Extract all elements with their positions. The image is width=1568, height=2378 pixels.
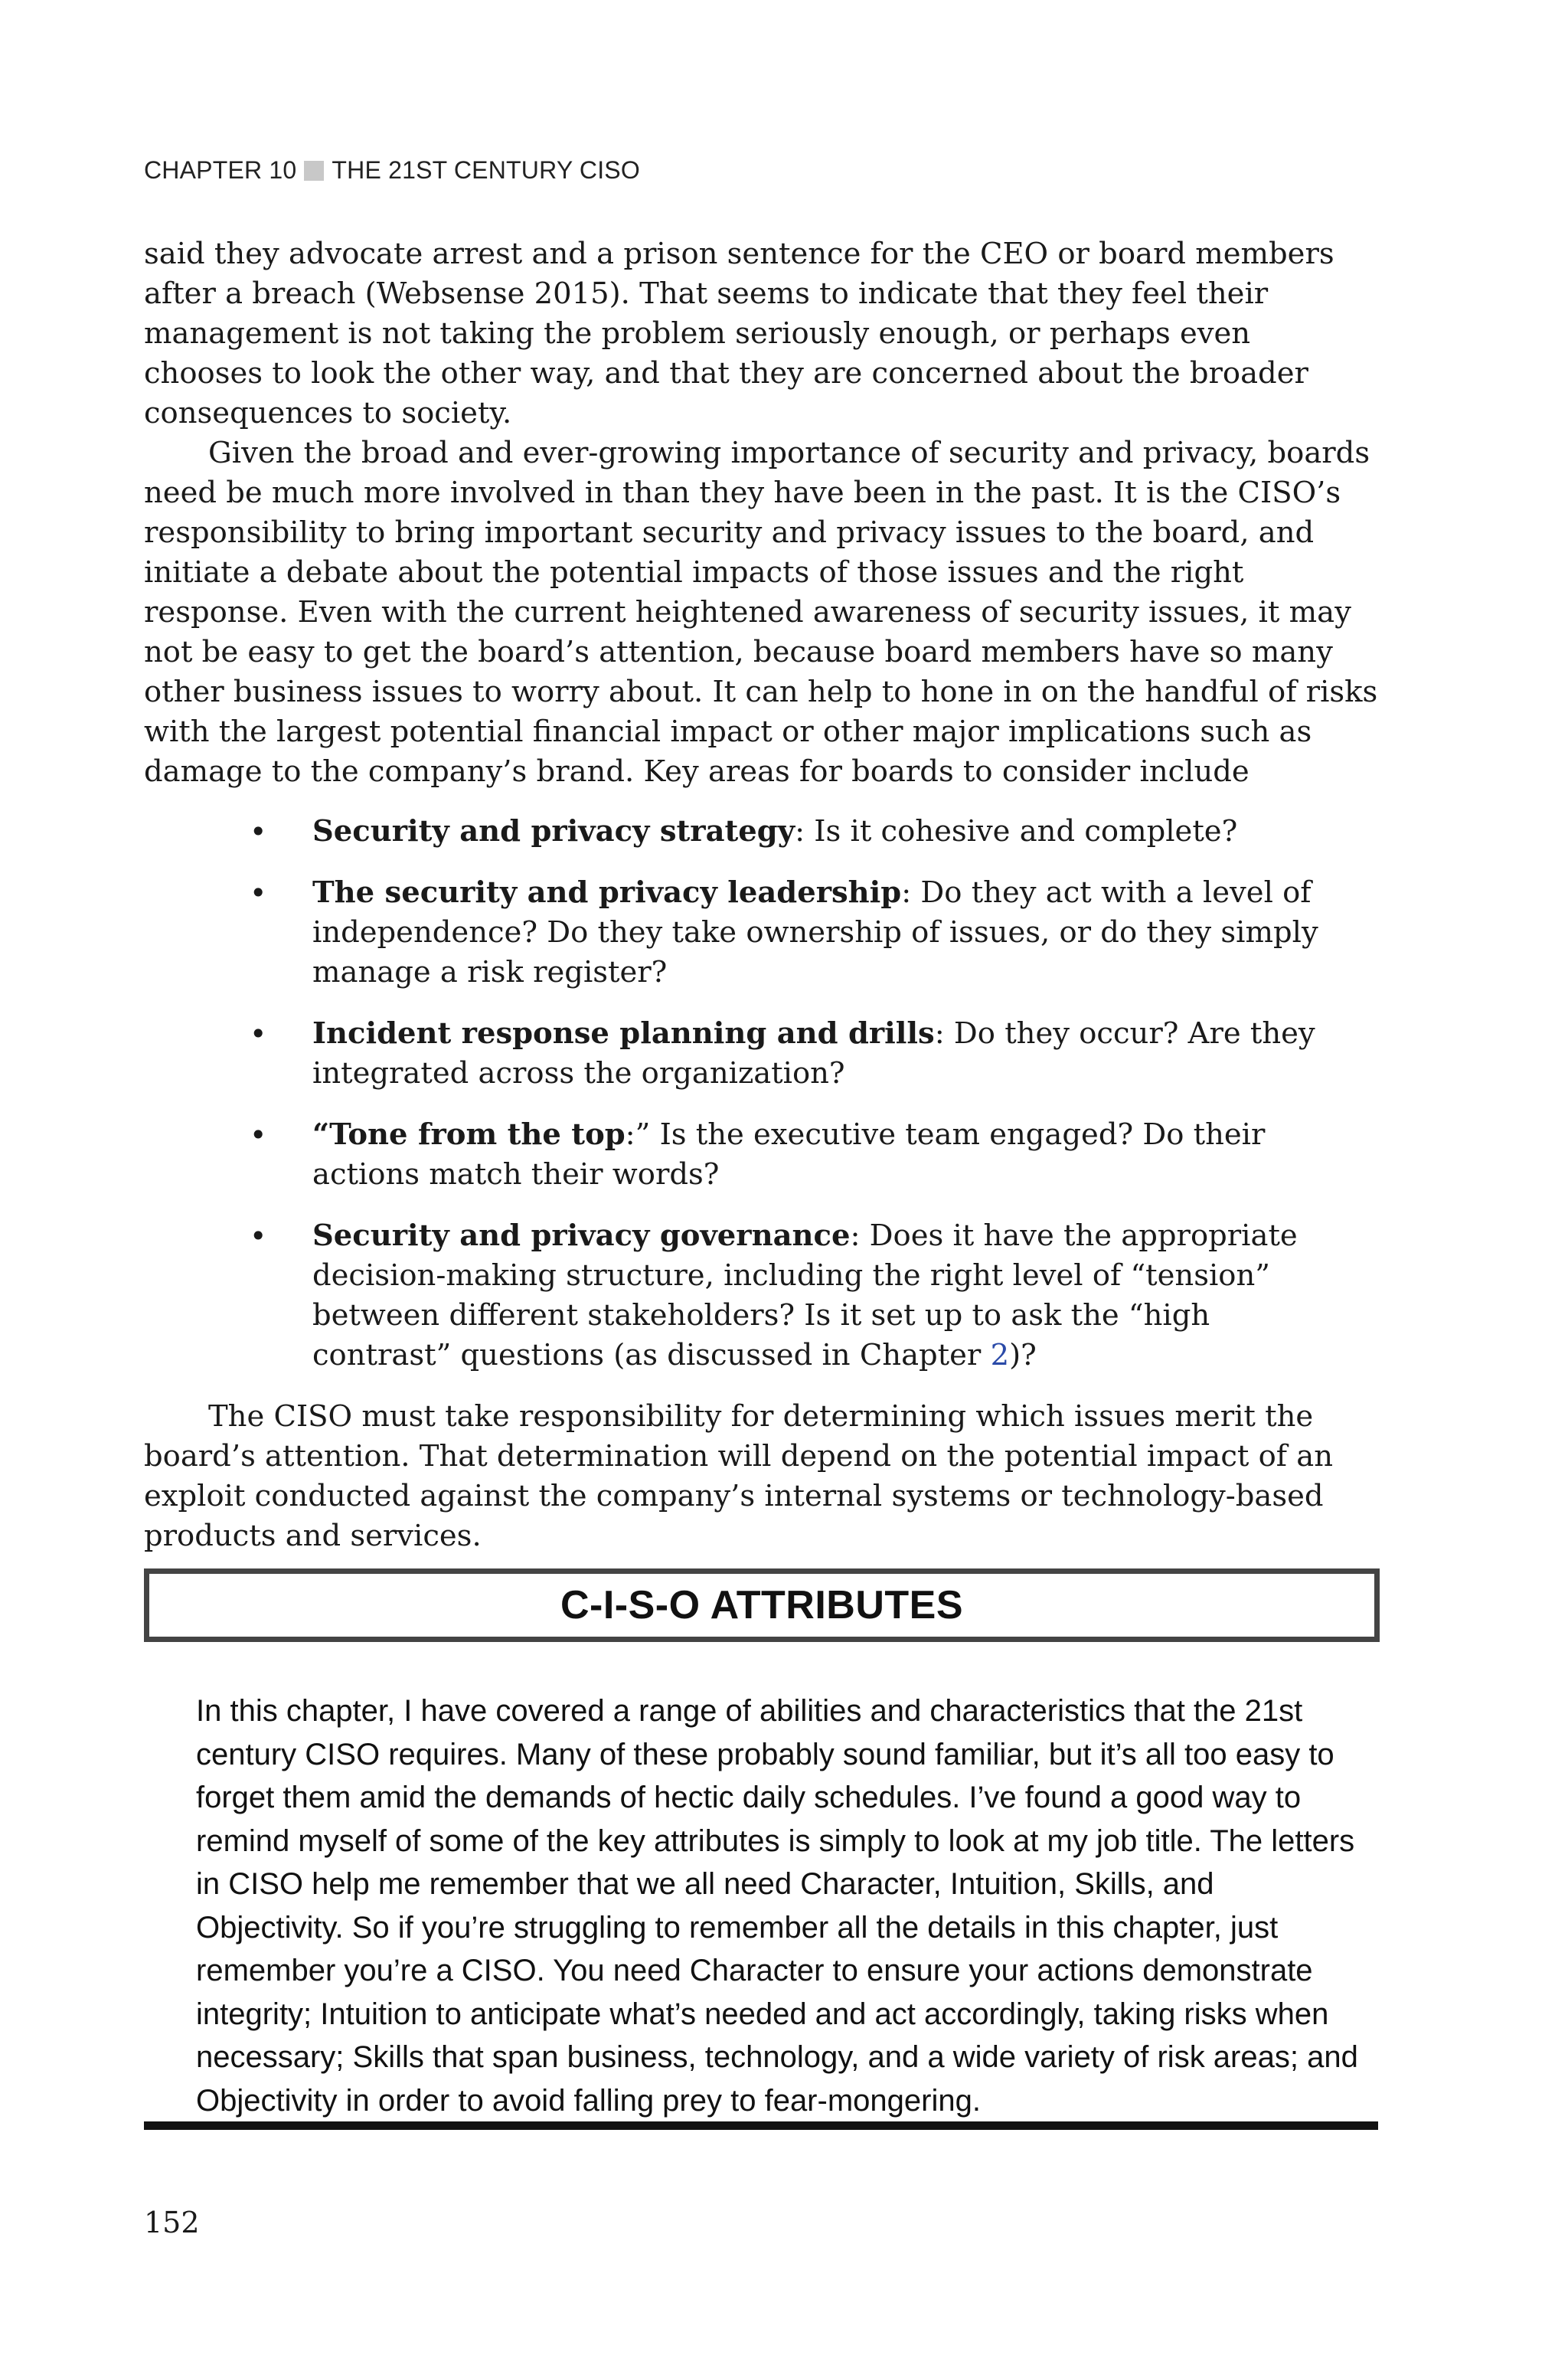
list-item-text: : Does it have the appropriate decision-making structure, including the right level of “tension” between different stakeholders? Is it set up to ask the “high contrast” questions (as discussed in Chapter <box>312 1218 1298 1372</box>
bullet-icon: • <box>250 815 267 849</box>
separator-square-icon <box>304 161 324 181</box>
chapter-label: CHAPTER 10 <box>144 156 297 184</box>
paragraph: The CISO must take responsibility for determining which issues merit the board’s attention. That determination will depend on the potential impact of an exploit conducted against the company’s internal systems or technology-based products and services. <box>144 1399 1334 1553</box>
bullet-icon: • <box>250 1219 267 1253</box>
list-item <box>144 1115 1354 1195</box>
main-body <box>144 234 1378 1556</box>
list-item <box>144 1216 1354 1375</box>
chapter-link[interactable]: 2 <box>990 1338 1010 1372</box>
list-item <box>144 873 1354 993</box>
page-number: 152 <box>144 2206 200 2239</box>
list-item-text: : Is it cohesive and complete? <box>795 814 1238 849</box>
list-item <box>144 812 1354 852</box>
sidebar-title-box <box>144 1568 1380 1642</box>
chapter-title: THE 21ST CENTURY CISO <box>332 156 640 184</box>
sidebar-body: In this chapter, I have covered a range of abilities and characteristics that the 21st century CISO requires. Many of these probably sound familiar, but it’s all too easy to forget them amid the demands of hectic daily schedules. I’ve found a good way to remind myself of some of the key attributes is simply to look at my job title. The letters in CISO help me remember that we all need Character, Intuition, Skills, and Objectivity. So if you’re struggling to remember all the details in this chapter, just remember you’re a CISO. You need Character to ensure your actions demonstrate integrity; Intuition to anticipate what’s needed and act accordingly, taking risks when necessary; Skills that span business, technology, and a wide variety of risk areas; and Objectivity in order to avoid falling prey to fear-mongering. <box>196 1694 1358 2118</box>
running-head <box>144 156 640 185</box>
list-item-term: “Tone from the top <box>312 1117 626 1152</box>
list-item-term: Security and privacy governance <box>312 1218 851 1253</box>
list-item-text: :” Is the executive team engaged? Do their actions match their words? <box>312 1117 1266 1192</box>
list-item-text: : Do they occur? Are they integrated across the organization? <box>312 1016 1315 1091</box>
list-item-term: The security and privacy leadership <box>312 875 902 910</box>
list-item <box>144 1014 1354 1094</box>
bullet-icon: • <box>250 1118 267 1152</box>
paragraph: Given the broad and ever-growing importance of security and privacy, boards need be much more involved in than they have been in the past. It is the CISO’s responsibility to bring important security and privacy issues to the board, and initiate a debate about the potential impacts of those issues and the right response. Even with the current heightened awareness of security issues, it may not be easy to get the board’s attention, because board members have so many other business issues to worry about. It can help to hone in on the handful of risks with the largest potential financial impact or other major implications such as damage to the company’s brand. Key areas for boards to consider include <box>144 436 1378 789</box>
sidebar-bottom-rule <box>144 2121 1378 2130</box>
list-item-term: Incident response planning and drills <box>312 1016 935 1051</box>
list-item-term: Security and privacy strategy <box>312 814 795 849</box>
bullet-icon: • <box>250 876 267 910</box>
list-item-text-end: )? <box>1009 1338 1037 1372</box>
key-areas-list <box>144 812 1378 1375</box>
list-item-text: : Do they act with a level of independence? Do they take ownership of issues, or do they simply manage a risk register? <box>312 875 1318 989</box>
bullet-icon: • <box>250 1017 267 1051</box>
paragraph: said they advocate arrest and a prison sentence for the CEO or board members after a breach (Websense 2015). That seems to indicate that they feel their management is not taking the problem seriously enough, or perhaps even chooses to look the other way, and that they are concerned about the broader consequences to society. <box>144 237 1334 430</box>
sidebar-title: C-I-S-O ATTRIBUTES <box>560 1583 964 1627</box>
